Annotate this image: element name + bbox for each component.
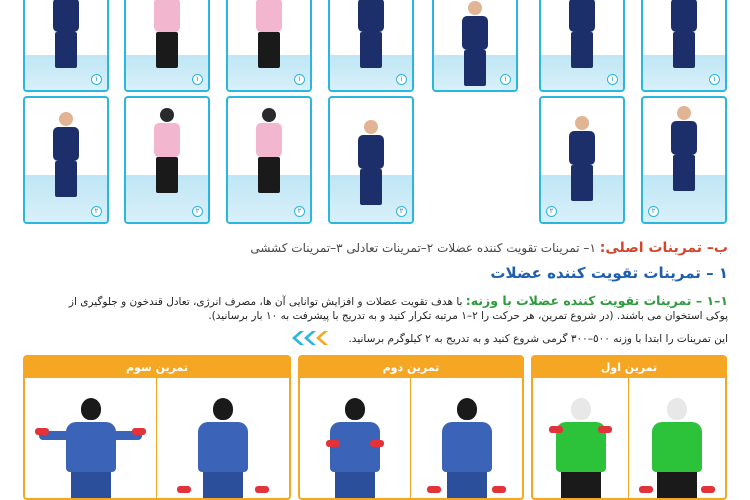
exercise-card (23, 96, 109, 224)
seated-figure (66, 398, 116, 500)
step-number: ٢ (546, 206, 557, 217)
dumbbell-icon (701, 486, 715, 493)
exercise-card (226, 0, 312, 92)
dumbbell-icon (549, 426, 563, 433)
exercise-figure (462, 1, 488, 86)
exercise-card (226, 96, 312, 224)
section-b-title: ب– تمرینات اصلی: (599, 240, 728, 256)
step-number: ٢ (91, 206, 102, 217)
section-b-items: ١– تمرینات تقویت کننده عضلات ٢–تمرینات تعادلی ٣–تمرینات کششی (250, 241, 596, 255)
step-number: ١ (607, 74, 618, 85)
dumbbell-icon (35, 428, 49, 435)
exercise-figure (256, 0, 282, 68)
exercise-figure (569, 116, 595, 201)
subsection-title: ١–١ – تمرینات تقویت کننده عضلات با وزنه: (465, 293, 728, 308)
exercise-panel-second (298, 355, 524, 500)
exercise-card (328, 0, 414, 92)
exercise-card (124, 96, 210, 224)
exercise-card (641, 96, 727, 224)
exercise-card (23, 0, 109, 92)
exercise-card (539, 0, 625, 92)
exercise-figure (154, 108, 180, 193)
step-number: ١ (396, 74, 407, 85)
exercise-figure (671, 106, 697, 191)
step-number: ١ (91, 74, 102, 85)
dumbbell-icon (639, 486, 653, 493)
seated-figure (556, 398, 606, 500)
dumbbell-icon (492, 486, 506, 493)
step-number: ١ (709, 74, 720, 85)
exercise-card (124, 0, 210, 92)
paragraph-line-2: پوکی استخوان می باشند. (در شروع تمرین، هر حرکت را ٢–١ مرتبه تکرار کنید و به تدریج با پیشرفت به ١٠ بار برسانید). (208, 310, 728, 322)
exercise-card (539, 96, 625, 224)
main-exercises-line (250, 240, 728, 256)
exercise-card (432, 0, 518, 92)
seated-figure (652, 398, 702, 500)
seated-figure (198, 398, 248, 500)
step-number: ٢ (648, 206, 659, 217)
exercise-figure (358, 0, 384, 68)
step-number: ١ (192, 74, 203, 85)
dumbbell-icon (326, 440, 340, 447)
chevron-left-icon (292, 331, 328, 345)
exercise-figure (154, 0, 180, 68)
step-number: ٢ (192, 206, 203, 217)
exercise-figure (358, 120, 384, 205)
paragraph-line-3: این تمرینات را ابتدا با وزنه ٥٠٠–٣٠٠ گرمی شروع کنید و به تدریج به ٢ کیلوگرم برسانید. (348, 333, 728, 345)
step-number: ١ (294, 74, 305, 85)
dumbbell-icon (598, 426, 612, 433)
dumbbell-icon (427, 486, 441, 493)
step-number: ٢ (396, 206, 407, 217)
dumbbell-icon (255, 486, 269, 493)
dumbbell-icon (370, 440, 384, 447)
exercise-figure (671, 0, 697, 68)
step-number: ٢ (294, 206, 305, 217)
exercise-figure (53, 112, 79, 197)
dumbbell-icon (177, 486, 191, 493)
exercise-figure (256, 108, 282, 193)
seated-figure (330, 398, 380, 500)
section-heading: ١ – تمرینات تقویت کننده عضلات (490, 264, 728, 282)
exercise-panel-first (531, 355, 727, 500)
exercise-figure (53, 0, 79, 68)
exercise-card (328, 96, 414, 224)
exercise-figure (569, 0, 595, 68)
seated-figure (442, 398, 492, 500)
panel-title: تمرین اول (533, 357, 725, 378)
weights-paragraph (69, 294, 728, 323)
paragraph-line-1: با هدف تقویت عضلات و افزایش توانایی آن ها، مصرف انرژی، تعادل قندخون و جلوگیری از (68, 296, 466, 308)
panel-title: تمرین دوم (300, 357, 522, 378)
panel-title: تمرین سوم (25, 357, 289, 378)
exercise-panel-third (23, 355, 291, 500)
dumbbell-icon (132, 428, 146, 435)
exercise-card (641, 0, 727, 92)
step-number: ١ (500, 74, 511, 85)
